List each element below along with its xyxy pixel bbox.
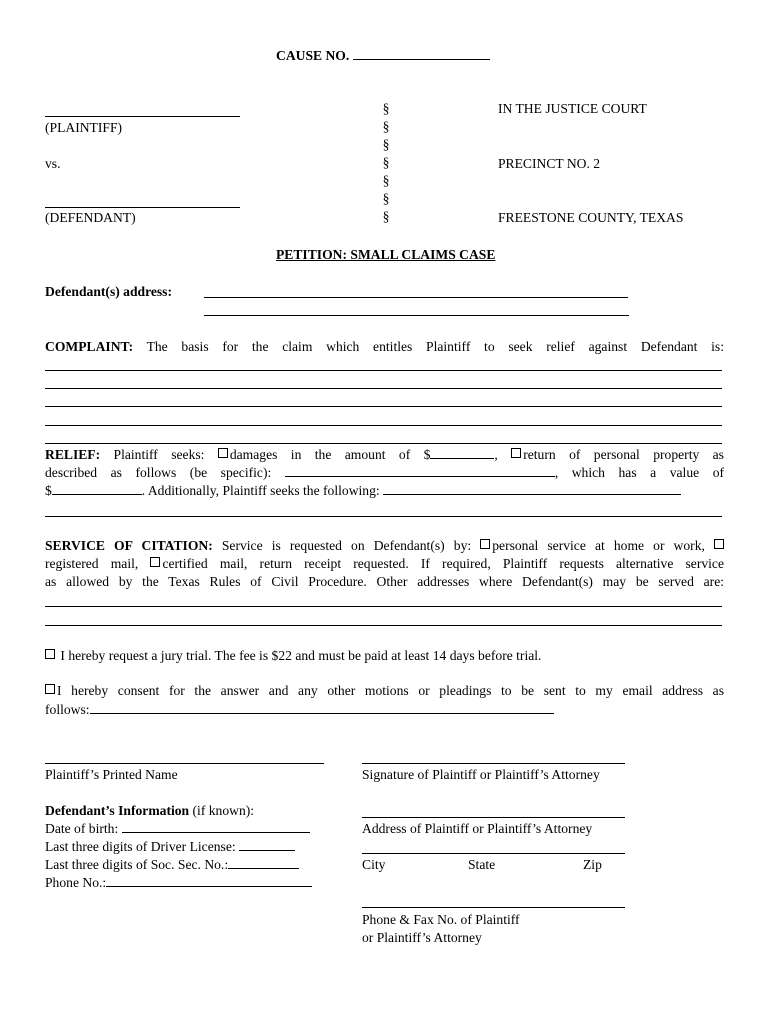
- complaint-line[interactable]: [45, 443, 722, 444]
- certified-mail-text: certified mail, return receipt requested. If required, Plaintiff requests alternative service: [162, 556, 724, 571]
- county-label: FREESTONE COUNTY, TEXAS: [498, 210, 684, 225]
- signature-label: Signature of Plaintiff or Plaintiff’s Attorney: [362, 767, 600, 782]
- date-of-birth-label: Date of birth:: [45, 821, 119, 836]
- complaint-text: The basis for the claim which entitles Plaintiff to seek relief against Defendant is:: [146, 339, 724, 354]
- certified-mail-checkbox[interactable]: [150, 557, 160, 567]
- court-label: IN THE JUSTICE COURT: [498, 101, 647, 116]
- relief-line-2: [45, 464, 724, 482]
- section-symbol: §: [382, 155, 390, 170]
- defendant-name-field[interactable]: [45, 207, 240, 208]
- property-return-text: return of personal property as: [523, 447, 724, 462]
- service-label: SERVICE OF CITATION:: [45, 538, 213, 553]
- section-symbol: §: [382, 101, 390, 116]
- complaint-paragraph: [45, 338, 724, 356]
- service-line-3: [45, 573, 724, 591]
- city-label: City: [362, 857, 386, 872]
- ssn-label: Last three digits of Soc. Sec. No.:: [45, 857, 229, 872]
- email-consent-checkbox[interactable]: [45, 684, 55, 694]
- complaint-line[interactable]: [45, 406, 722, 407]
- printed-name-field[interactable]: [45, 763, 324, 764]
- phone-label: Phone No.:: [45, 875, 107, 890]
- versus-label: vs.: [45, 156, 61, 171]
- personal-service-checkbox[interactable]: [480, 539, 490, 549]
- section-symbol: §: [382, 119, 390, 134]
- state-label: State: [468, 857, 496, 872]
- relief-line-1: [45, 446, 724, 464]
- service-address-line[interactable]: [45, 606, 722, 607]
- petition-title: PETITION: SMALL CLAIMS CASE: [276, 247, 496, 262]
- jury-trial-checkbox[interactable]: [45, 649, 55, 659]
- email-follows-label: follows:: [45, 702, 90, 717]
- attorney-address-label: Address of Plaintiff or Plaintiff’s Attorney: [362, 821, 593, 836]
- personal-service-text: personal service at home or work,: [492, 538, 705, 553]
- driver-license-row: [45, 838, 295, 856]
- plaintiff-name-field[interactable]: [45, 116, 240, 117]
- precinct-label: PRECINCT NO. 2: [498, 156, 601, 171]
- service-address-line[interactable]: [45, 625, 722, 626]
- date-of-birth-row: [45, 820, 310, 838]
- damages-amount-field[interactable]: [430, 446, 494, 459]
- defendant-address-field[interactable]: [204, 315, 629, 316]
- ssn-row: [45, 856, 299, 874]
- registered-mail-checkbox[interactable]: [714, 539, 724, 549]
- service-request-text: Service is requested on Defendant(s) by:: [221, 538, 472, 553]
- date-of-birth-field[interactable]: [122, 820, 310, 833]
- service-line-1: [45, 537, 724, 555]
- city-state-zip-field[interactable]: [362, 853, 625, 854]
- complaint-line[interactable]: [45, 425, 722, 426]
- zip-label: Zip: [583, 857, 602, 872]
- relief-line-3: [45, 482, 724, 500]
- defendant-info-heading: [45, 802, 254, 820]
- jury-trial-request: [45, 647, 541, 665]
- defendant-address-field[interactable]: [204, 297, 628, 298]
- section-symbol: §: [382, 209, 390, 224]
- relief-comma: ,: [494, 447, 498, 462]
- driver-license-field[interactable]: [239, 838, 295, 851]
- defendant-info-title: Defendant’s Information: [45, 803, 190, 818]
- email-consent-line-2: [45, 701, 554, 719]
- email-consent-text: I hereby consent for the answer and any other motions or pleadings to be sent to my email address as: [57, 683, 724, 698]
- service-line-2: [45, 555, 724, 573]
- section-symbol: §: [382, 137, 390, 152]
- property-value-field[interactable]: [52, 482, 142, 495]
- phone-row: [45, 874, 312, 892]
- relief-seeks-text: Plaintiff seeks:: [113, 447, 205, 462]
- plaintiff-label: (PLAINTIFF): [45, 120, 123, 135]
- printed-name-label: Plaintiff’s Printed Name: [45, 767, 178, 782]
- attorney-address-field[interactable]: [362, 817, 625, 818]
- complaint-line[interactable]: [45, 370, 722, 371]
- complaint-label: COMPLAINT:: [45, 339, 134, 354]
- defendant-label: (DEFENDANT): [45, 210, 136, 225]
- damages-text: damages in the amount of $: [229, 447, 431, 462]
- jury-trial-text: I hereby request a jury trial. The fee is $22 and must be paid at least 14 days before trial.: [60, 648, 542, 663]
- complaint-line[interactable]: [45, 388, 722, 389]
- property-description-field[interactable]: [285, 464, 555, 477]
- additional-relief-field[interactable]: [383, 482, 681, 495]
- signature-field[interactable]: [362, 763, 625, 764]
- section-symbol: §: [382, 191, 390, 206]
- email-consent-line-1: [45, 682, 724, 700]
- property-return-checkbox[interactable]: [511, 448, 521, 458]
- email-address-field[interactable]: [90, 701, 554, 714]
- registered-mail-text: registered mail,: [45, 556, 139, 571]
- other-addresses-text: as allowed by the Texas Rules of Civil Procedure. Other addresses where Defendant(s) may be served are:: [45, 574, 724, 589]
- defendant-address-label: Defendant(s) address:: [45, 284, 173, 299]
- cause-number-field[interactable]: [353, 47, 490, 60]
- dollar-sign: $: [45, 483, 52, 498]
- relief-label: RELIEF:: [45, 447, 101, 462]
- damages-checkbox[interactable]: [218, 448, 228, 458]
- phone-field[interactable]: [106, 874, 312, 887]
- phone-fax-label-continued: or Plaintiff’s Attorney: [362, 930, 482, 945]
- phone-fax-field[interactable]: [362, 907, 625, 908]
- property-value-text: , which has a value of: [554, 465, 725, 480]
- additional-relief-line[interactable]: [45, 516, 722, 517]
- defendant-info-suffix: (if known):: [192, 803, 255, 818]
- driver-license-label: Last three digits of Driver License:: [45, 839, 236, 854]
- ssn-field[interactable]: [228, 856, 299, 869]
- cause-number-label: CAUSE NO.: [276, 48, 350, 63]
- phone-fax-label: Phone & Fax No. of Plaintiff: [362, 912, 520, 927]
- cause-number-line: [276, 47, 490, 65]
- additional-relief-text: . Additionally, Plaintiff seeks the following:: [141, 483, 380, 498]
- property-description-label: described as follows (be specific):: [45, 465, 272, 480]
- section-symbol: §: [382, 173, 390, 188]
